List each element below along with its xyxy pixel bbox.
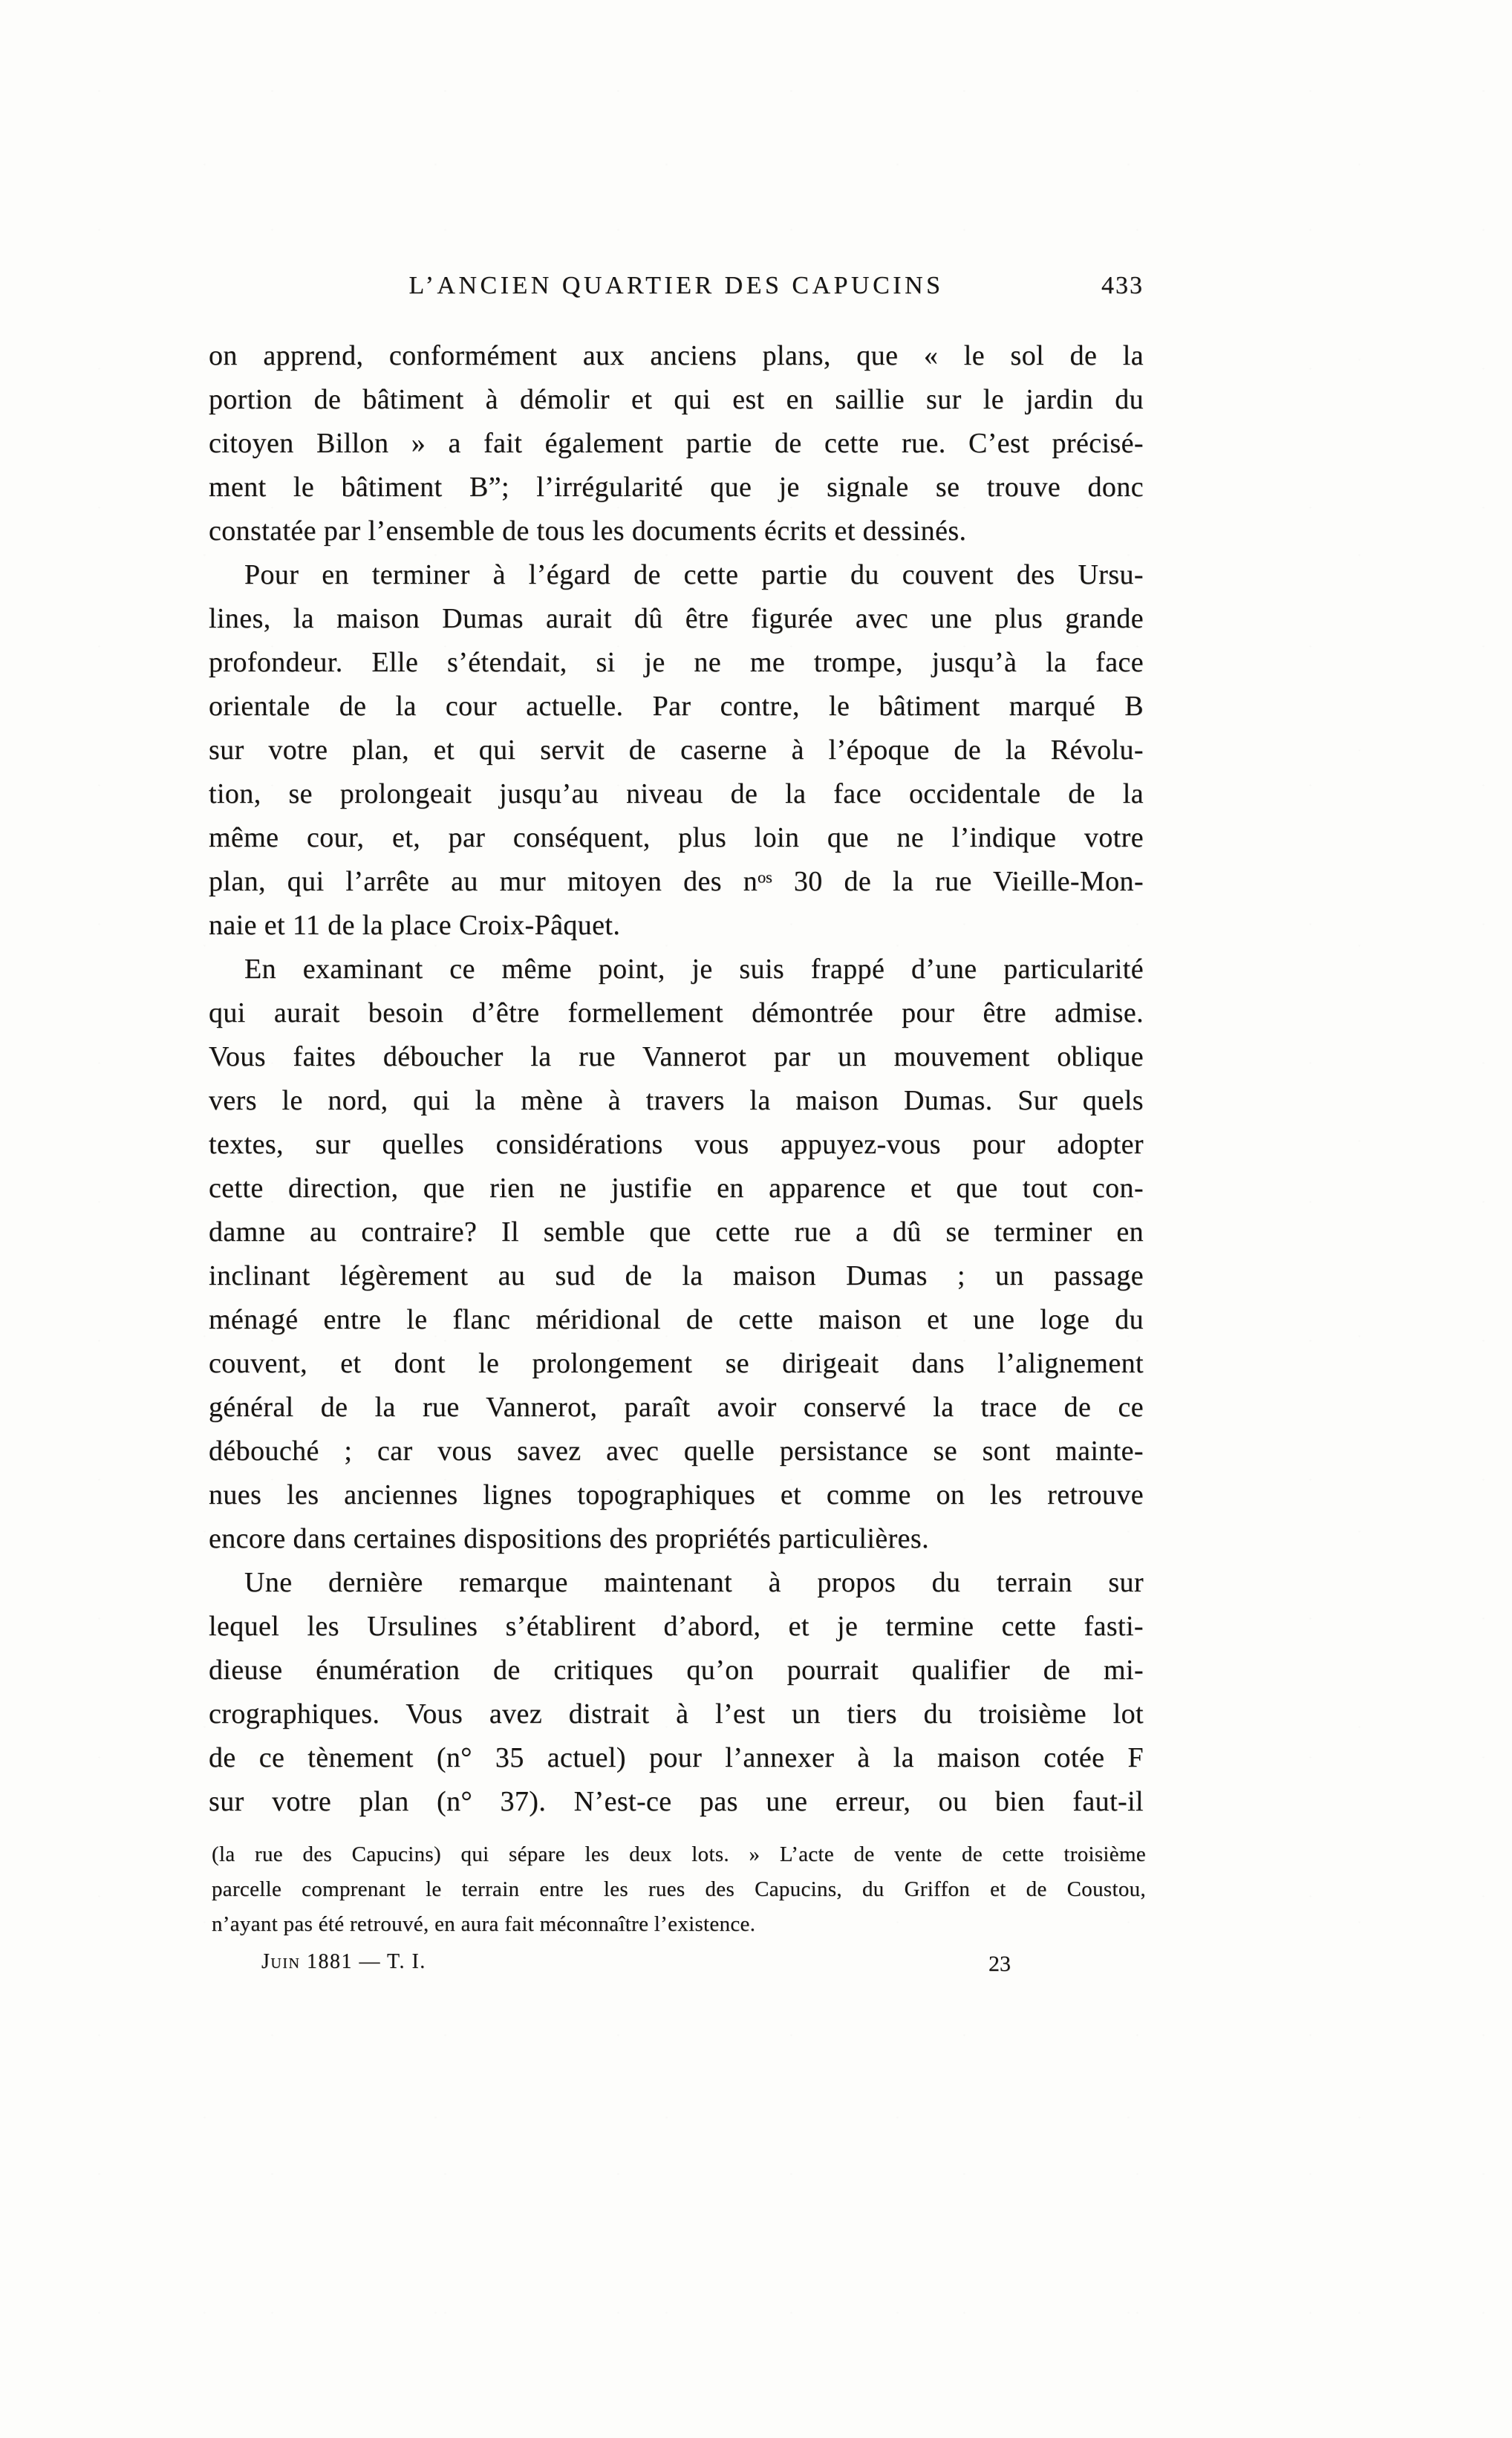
body-text-line: naie et 11 de la place Croix-Pâquet. [209,910,621,941]
body-text-line: orientale de la cour actuelle. Par contre, le bâtiment marqué B [209,691,1144,722]
footnote [212,1837,1146,1942]
body-text-line: inclinant légèrement au sud de la maison Dumas ; un passage [209,1260,1144,1291]
body-text-line: plan, qui l’arrête au mur mitoyen des nᵒˢ 30 de la rue Vieille-Mon- [209,866,1144,897]
body-text-line: Vous faites déboucher la rue Vannerot par un mouvement oblique [209,1041,1144,1072]
body-text-line: lines, la maison Dumas aurait dû être figurée avec une plus grande [209,603,1144,634]
footnote-line: parcelle comprenant le terrain entre les rues des Capucins, du Griffon et de Coustou, [212,1877,1146,1901]
body-text [209,334,1144,1824]
body-text-line: vers le nord, qui la mène à travers la maison Dumas. Sur quels [209,1085,1144,1116]
body-text-line: cette direction, que rien ne justifie en apparence et que tout con- [209,1173,1144,1204]
body-text-line: Pour en terminer à l’égard de cette partie du couvent des Ursu- [244,559,1144,590]
body-text-line: couvent, et dont le prolongement se dirigeait dans l’alignement [209,1348,1144,1379]
body-text-line: même cour, et, par conséquent, plus loin que ne l’indique votre [209,822,1144,853]
body-text-line: qui aurait besoin d’être formellement démontrée pour être admise. [209,997,1144,1029]
body-text-line: textes, sur quelles considérations vous appuyez-vous pour adopter [209,1129,1144,1160]
body-text-line: dieuse énumération de critiques qu’on pourrait qualifier de mi- [209,1655,1144,1686]
running-head-title: L’ANCIEN QUARTIER DES CAPUCINS [408,272,944,299]
body-text-line: ménagé entre le flanc méridional de cette maison et une loge du [209,1304,1144,1335]
body-text-line: sur votre plan, et qui servit de caserne à l’époque de la Révolu- [209,734,1144,766]
body-text-line: de ce tènement (n° 35 actuel) pour l’annexer à la maison cotée F [209,1742,1144,1773]
body-text-line: sur votre plan (n° 37). N’est-ce pas une erreur, ou bien faut-il [209,1786,1144,1817]
footnote-line: (la rue des Capucins) qui sépare les deux lots. » L’acte de vente de cette troisième [212,1842,1146,1866]
body-text-line: En examinant ce même point, je suis frappé d’une particularité [244,954,1144,985]
footer-imprint: Juin 1881 — T. I. [261,1950,426,1973]
body-text-line: nues les anciennes lignes topographiques et comme on les retrouve [209,1479,1144,1510]
footnote-line: n’ayant pas été retrouvé, en aura fait méconnaître l’existence. [212,1912,756,1936]
body-text-line: lequel les Ursulines s’établirent d’abord, et je termine cette fasti- [209,1611,1144,1642]
body-text-line: crographiques. Vous avez distrait à l’est un tiers du troisième lot [209,1698,1144,1730]
body-text-line: profondeur. Elle s’étendait, si je ne me trompe, jusqu’à la face [209,647,1144,678]
body-text-line: débouché ; car vous savez avec quelle persistance se sont mainte- [209,1435,1144,1467]
body-text-line: damne au contraire? Il semble que cette rue a dû se terminer en [209,1216,1144,1248]
body-text-line: encore dans certaines dispositions des propriétés particulières. [209,1523,930,1554]
body-text-line: Une dernière remarque maintenant à propos du terrain sur [244,1567,1144,1598]
body-text-line: constatée par l’ensemble de tous les documents écrits et dessinés. [209,515,967,547]
body-text-line: général de la rue Vannerot, paraît avoir conservé la trace de ce [209,1392,1144,1423]
page-footer [209,1950,1144,1983]
body-text-line: ment le bâtiment B”; l’irrégularité que je signale se trouve donc [209,472,1144,503]
body-text-line: portion de bâtiment à démolir et qui est en saillie sur le jardin du [209,384,1144,415]
footer-signature-number: 23 [988,1952,1011,1976]
body-text-line: on apprend, conformément aux anciens plans, que « le sol de la [209,340,1144,371]
page-number: 433 [1101,272,1144,299]
body-text-line: citoyen Billon » a fait également partie de cette rue. C’est précisé- [209,428,1144,459]
body-text-line: tion, se prolongeait jusqu’au niveau de la face occidentale de la [209,778,1144,809]
running-head [209,272,1144,306]
